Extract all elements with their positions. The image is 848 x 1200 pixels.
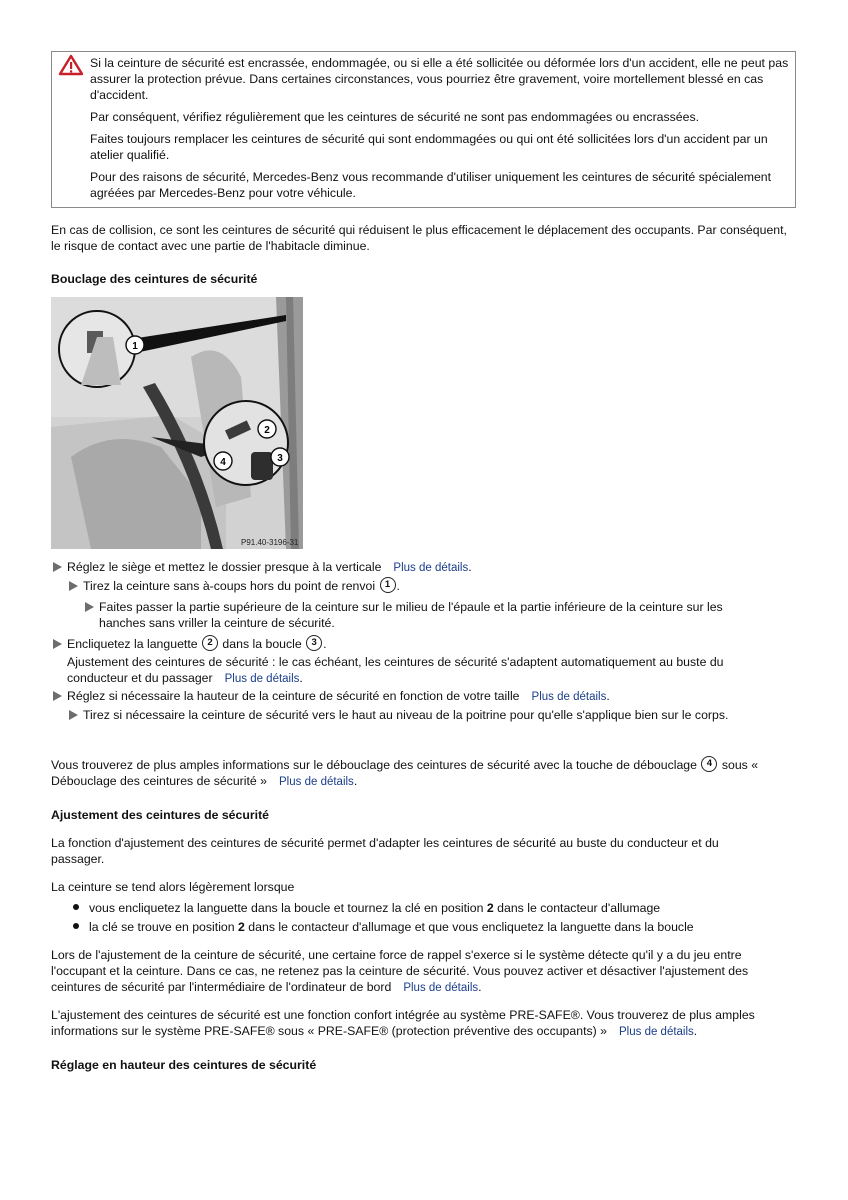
- tension-intro: La ceinture se tend alors légèrement lorsque: [51, 880, 295, 894]
- warning-text: [90, 55, 790, 207]
- figure-code: P91.40-3196-31: [241, 538, 299, 547]
- step-arrow-icon: [53, 639, 62, 649]
- details-link[interactable]: Plus de détails: [224, 673, 300, 685]
- callout-3-icon: 3: [306, 635, 322, 651]
- section-title-bouclage: Bouclage des ceintures de sécurité: [51, 272, 258, 286]
- bullet-icon: [73, 904, 79, 910]
- tension-bullet-1: vous encliquetez la languette dans la boucle et tournez la clé en position 2 dans le contacteur d'allumage: [89, 901, 661, 915]
- details-link[interactable]: Plus de détails: [403, 982, 479, 994]
- section-title-ajustement: Ajustement des ceintures de sécurité: [51, 808, 270, 822]
- bullet-icon: [73, 923, 79, 929]
- step-3a: Tirez si nécessaire la ceinture de sécurité vers le haut au niveau de la poitrine pour qu'elle s'applique bien sur le corps.: [83, 708, 729, 722]
- step-arrow-icon: [53, 562, 62, 572]
- step-3: Réglez si nécessaire la hauteur de la ceinture de sécurité en fonction de votre taille Plus de détails.: [67, 689, 610, 703]
- warning-paragraph: Par conséquent, vérifiez régulièrement que les ceintures de sécurité ne sont pas endommagées ou encrassées.: [90, 110, 700, 124]
- tension-bullet-2: la clé se trouve en position 2 dans le contacteur d'allumage et que vous encliquetez la languette dans la boucle: [89, 920, 694, 934]
- figure-callout-1: 1: [132, 341, 138, 352]
- step-arrow-icon: [53, 691, 62, 701]
- seatbelt-figure: [51, 297, 303, 549]
- svg-text:4: 4: [220, 457, 226, 468]
- section-title-reglage-hauteur: Réglage en hauteur des ceintures de sécurité: [51, 1058, 317, 1072]
- callout-4-icon: 4: [701, 756, 717, 772]
- ajustement-intro: La fonction d'ajustement des ceintures de sécurité permet d'adapter les ceintures de sécurité au buste du conducteur et du passager.: [51, 836, 719, 866]
- step-2-note: Ajustement des ceintures de sécurité : le cas échéant, les ceintures de sécurité s'adaptent automatiquement au buste du conducteur et du passager Plus de détails.: [67, 655, 724, 685]
- step-arrow-icon: [69, 581, 78, 591]
- step-1b: Faites passer la partie supérieure de la ceinture sur le milieu de l'épaule et la partie inférieure de la ceinture sur les hanches sans vriller la ceinture de sécurité.: [99, 600, 723, 630]
- details-link[interactable]: Plus de détails: [393, 562, 469, 574]
- step-2: Encliquetez la languette 2 dans la boucle 3 .: [67, 637, 327, 651]
- warning-paragraph: Faites toujours remplacer les ceintures de sécurité qui sont endommagées ou qui ont été sollicitées lors d'un accident par un atelier qualifié.: [90, 132, 768, 162]
- warning-paragraph: Pour des raisons de sécurité, Mercedes-Benz vous recommande d'utiliser uniquement les ceintures de sécurité spécialement agréées par Mercedes-Benz pour votre véhicule.: [90, 170, 772, 200]
- presafe-info: L'ajustement des ceintures de sécurité est une fonction confort intégrée au système PRE-SAFE®. Vous trouverez de plus amples informations sur le système PRE-SAFE® sous « PRE-SAFE® (protection préventive des occupants) » Plus de détails.: [51, 1008, 755, 1038]
- unbuckle-info: Vous trouverez de plus amples informations sur le débouclage des ceintures de sécurité avec la touche de débouclage 4 sous « Débouclage des ceintures de sécurité » Plus de détails.: [51, 758, 759, 788]
- step-arrow-icon: [69, 710, 78, 720]
- details-link[interactable]: Plus de détails: [279, 776, 354, 788]
- step-1: Réglez le siège et mettez le dossier presque à la verticale Plus de détails.: [67, 560, 472, 574]
- details-link[interactable]: Plus de détails: [619, 1026, 694, 1038]
- warning-paragraph: Si la ceinture de sécurité est encrassée, endommagée, ou si elle a été sollicitée ou déformée lors d'un accident, elle ne peut pas assurer la protection prévue. Dans certaines circonstances, vous pourriez être gravement, voire mortellement blessé en cas d'accident.: [90, 56, 789, 102]
- callout-1-icon: 1: [380, 577, 396, 593]
- step-arrow-icon: [85, 602, 94, 612]
- svg-text:3: 3: [277, 453, 283, 464]
- ajustement-detail: Lors de l'ajustement de la ceinture de sécurité, une certaine force de rappel s'exerce si le système détecte qu'il y a du jeu entre l'occupant et la ceinture. Dans ce cas, ne retenez pas la ceinture de sécurité. Vous pouvez activer et désactiver l'ajustement des ceintures de sécurité par l'intermédiaire de l'ordinateur de bord Plus de détails.: [51, 948, 749, 994]
- svg-text:2: 2: [264, 425, 270, 436]
- warning-box: [51, 51, 796, 208]
- callout-2-icon: 2: [202, 635, 218, 651]
- details-link[interactable]: Plus de détails: [531, 691, 607, 703]
- intro-paragraph: En cas de collision, ce sont les ceintures de sécurité qui réduisent le plus efficacement le déplacement des occupants. Par conséquent, le risque de contact avec une partie de l'habitacle diminue.: [51, 223, 787, 253]
- warning-triangle-icon: [58, 54, 84, 76]
- step-1a: Tirez la ceinture sans à-coups hors du point de renvoi 1 .: [83, 579, 400, 593]
